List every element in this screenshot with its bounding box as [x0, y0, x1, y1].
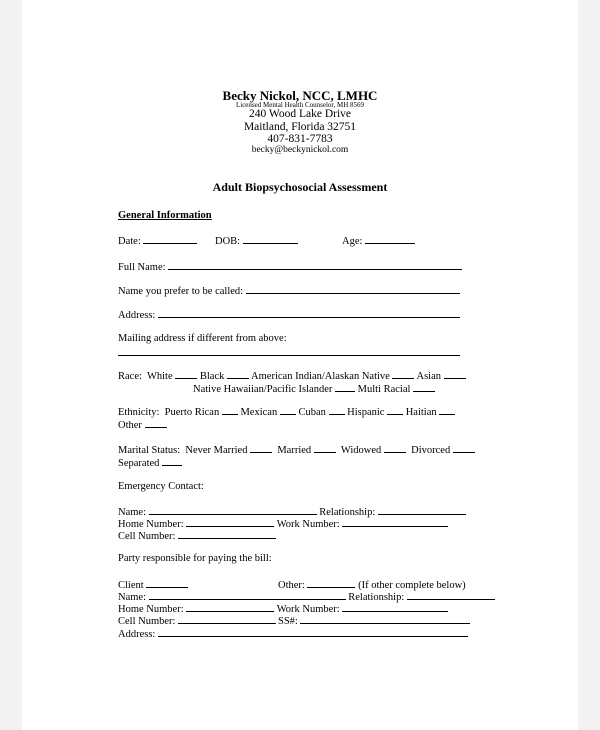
party-name-label: Name:	[118, 592, 146, 603]
emergency-contact-label: Emergency Contact:	[118, 481, 204, 492]
race-black-field[interactable]	[227, 369, 249, 379]
emergency-home-label: Home Number:	[118, 519, 184, 530]
ethnicity-haitian-label: Haitian	[405, 407, 437, 418]
party-work-label: Work Number:	[276, 604, 340, 615]
party-other-field[interactable]	[307, 578, 355, 588]
emergency-name-field[interactable]	[149, 505, 317, 515]
race-multi-label: Multi Racial	[357, 384, 411, 395]
party-cell-row	[118, 614, 276, 628]
age-row	[342, 234, 415, 248]
date-row	[118, 234, 197, 248]
marital-widowed-label: Widowed	[340, 445, 382, 456]
race-label: Race:	[118, 371, 142, 382]
race-white-label: White	[146, 371, 173, 382]
marital-separated-field[interactable]	[162, 456, 182, 466]
preferred-name-field[interactable]	[246, 284, 460, 294]
party-client-field[interactable]	[146, 578, 188, 588]
ethnicity-cuban-label: Cuban	[298, 407, 326, 418]
marital-divorced-label: Divorced	[411, 445, 451, 456]
address-label: Address:	[118, 310, 156, 321]
ethnicity-haitian-field[interactable]	[439, 405, 455, 415]
ethnicity-other-label: Other	[118, 420, 142, 431]
counselor-name: Becky Nickol, NCC, LMHC	[222, 88, 378, 103]
marital-widowed-field[interactable]	[384, 443, 406, 453]
ethnicity-puerto-rican-field[interactable]	[222, 405, 238, 415]
emergency-name-label: Name:	[118, 507, 146, 518]
full-name-field[interactable]	[168, 260, 462, 270]
marital-row	[118, 443, 475, 457]
party-client-label: Client	[118, 580, 144, 591]
party-address-field[interactable]	[158, 627, 468, 637]
dob-field[interactable]	[243, 234, 298, 244]
dob-label: DOB:	[215, 236, 241, 247]
emergency-cell-field[interactable]	[178, 529, 276, 539]
race-row	[118, 369, 466, 383]
marital-never-label: Never Married	[185, 445, 248, 456]
date-field[interactable]	[143, 234, 197, 244]
emergency-cell-row	[118, 529, 276, 543]
address-row	[118, 308, 460, 322]
emergency-relationship-field[interactable]	[378, 505, 466, 515]
street-address: 240 Wood Lake Drive	[248, 108, 352, 120]
license-line: Licensed Mental Health Counselor, MH 8569	[235, 101, 365, 109]
party-relationship-field[interactable]	[407, 590, 495, 600]
preferred-name-label: Name you prefer to be called:	[118, 286, 244, 297]
mailing-address-field[interactable]	[118, 355, 460, 356]
party-cell-label: Cell Number:	[118, 616, 176, 627]
marital-never-field[interactable]	[250, 443, 272, 453]
race-black-label: Black	[199, 371, 225, 382]
party-relationship-label: Relationship:	[348, 592, 405, 603]
party-home-label: Home Number:	[118, 604, 184, 615]
party-name-field[interactable]	[149, 590, 346, 600]
ethnicity-cuban-field[interactable]	[329, 405, 345, 415]
address-field[interactable]	[158, 308, 460, 318]
race-row-2	[193, 382, 435, 396]
emergency-work-field[interactable]	[342, 517, 448, 527]
party-ss-label: SS#:	[278, 616, 298, 627]
race-american-indian-label: American Indian/Alaskan Native	[251, 371, 390, 382]
marital-married-label: Married	[277, 445, 312, 456]
party-other-label: Other:	[278, 580, 305, 591]
marital-label: Marital Status:	[118, 445, 181, 456]
preferred-name-row	[118, 284, 460, 298]
marital-married-field[interactable]	[314, 443, 336, 453]
age-label: Age:	[342, 236, 363, 247]
section-general-information: General Information	[118, 210, 212, 221]
ethnicity-mexican-label: Mexican	[240, 407, 278, 418]
city-state-zip: Maitland, Florida 32751	[243, 121, 357, 133]
party-other-note: (If other complete below)	[358, 580, 466, 591]
party-ss-row	[278, 614, 470, 628]
party-work-field[interactable]	[342, 602, 448, 612]
ethnicity-hispanic-field[interactable]	[387, 405, 403, 415]
age-field[interactable]	[365, 234, 415, 244]
ethnicity-label: Ethnicity:	[118, 407, 160, 418]
dob-row	[215, 234, 298, 248]
phone-number: 407-831-7783	[267, 133, 333, 145]
race-asian-field[interactable]	[444, 369, 466, 379]
marital-row-2	[118, 456, 182, 470]
full-name-row	[118, 260, 462, 274]
marital-divorced-field[interactable]	[453, 443, 475, 453]
race-multi-field[interactable]	[413, 382, 435, 392]
race-asian-label: Asian	[416, 371, 442, 382]
ethnicity-row	[118, 405, 455, 419]
document-page	[22, 0, 578, 730]
marital-separated-label: Separated	[118, 458, 160, 469]
race-hawaiian-field[interactable]	[335, 382, 355, 392]
party-address-row	[118, 627, 468, 641]
mailing-address-label: Mailing address if different from above:	[118, 333, 287, 344]
ethnicity-other-field[interactable]	[145, 418, 167, 428]
party-ss-field[interactable]	[300, 614, 470, 624]
party-home-field[interactable]	[186, 602, 274, 612]
party-cell-field[interactable]	[178, 614, 276, 624]
ethnicity-row-2	[118, 418, 167, 432]
date-label: Date:	[118, 236, 141, 247]
email-address: becky@beckynickol.com	[251, 145, 349, 155]
ethnicity-mexican-field[interactable]	[280, 405, 296, 415]
ethnicity-puerto-rican-label: Puerto Rican	[164, 407, 220, 418]
party-responsible-label: Party responsible for paying the bill:	[118, 553, 272, 564]
race-american-indian-field[interactable]	[392, 369, 414, 379]
race-white-field[interactable]	[175, 369, 197, 379]
form-title: Adult Biopsychosocial Assessment	[212, 180, 388, 194]
full-name-label: Full Name:	[118, 262, 166, 273]
emergency-home-field[interactable]	[186, 517, 274, 527]
emergency-relationship-label: Relationship:	[319, 507, 376, 518]
emergency-work-label: Work Number:	[276, 519, 340, 530]
party-address-label: Address:	[118, 629, 156, 640]
race-hawaiian-label: Native Hawaiian/Pacific Islander	[193, 384, 333, 395]
emergency-cell-label: Cell Number:	[118, 531, 176, 542]
ethnicity-hispanic-label: Hispanic	[347, 407, 385, 418]
